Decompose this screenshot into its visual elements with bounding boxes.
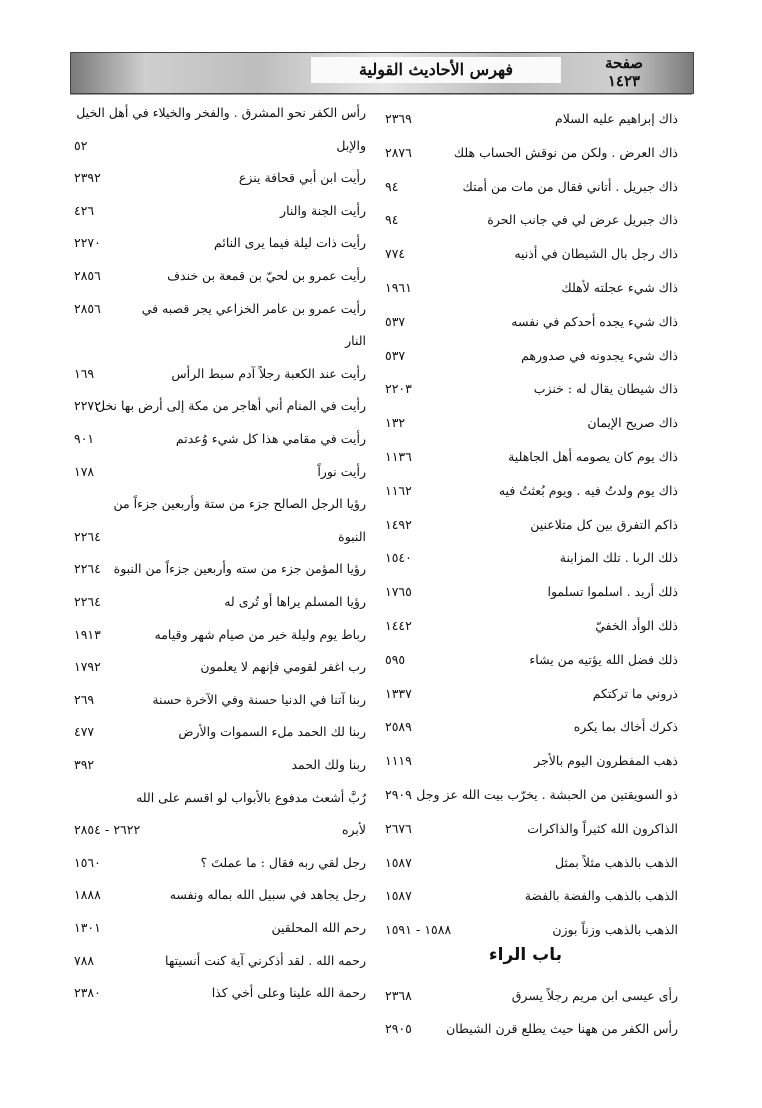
entry-page: ٢٣٨٠ xyxy=(74,985,101,1001)
entry-text: ذلك الربا . تلك المزابنة xyxy=(559,550,678,566)
entry-text: رأيت عمرو بن عامر الخزاعي يجر قصبه في xyxy=(141,300,366,316)
entry-page: ١٣٣٧ xyxy=(385,685,412,701)
index-entry xyxy=(0,787,762,809)
entry-text: رؤيا الرجل الصالح جزء من ستة وأربعين جزءاً من xyxy=(113,496,366,512)
entry-text: الذهب بالذهب مثلاً بمثل xyxy=(554,854,678,870)
entry-text: ربنا ولك الحمد xyxy=(291,757,366,772)
entry-page: ٥٩٥ xyxy=(385,651,406,667)
index-entry xyxy=(0,591,762,613)
entry-text: رباط يوم وليلة خير من صيام شهر وقيامه xyxy=(154,626,366,642)
entry-page: ٢٣٩٢ xyxy=(74,170,101,186)
entry-text: ذاك يوم كان يصومه أهل الجاهلية xyxy=(508,449,678,464)
entry-text: ذاك شيطان يقال له : خنزب xyxy=(533,381,678,397)
entry-page: ٢٩٠٥ xyxy=(385,1021,412,1036)
entry-page: ٥٣٧ xyxy=(385,313,406,329)
index-entry xyxy=(0,624,762,646)
entry-text: رأيت ابن أبي قحافة ينزع xyxy=(238,170,366,186)
entry-page: ١٨٨٨ xyxy=(74,887,101,903)
entry-text: رأس الكفر من ههنا حيث يطلع قرن الشيطان xyxy=(446,1021,678,1036)
entry-page: ٥٣٧ xyxy=(385,347,406,363)
entry-text: ذاكم التفرق بين كل متلاعنين xyxy=(530,516,678,532)
entry-page: ١١٣٦ xyxy=(385,449,412,464)
entry-text: ربنا لك الحمد ملء السموات والأرض xyxy=(178,724,366,740)
entry-text: ذاك رجل بال الشيطان في أذنيه xyxy=(514,246,678,262)
entry-page: ٢٥٨٩ xyxy=(385,719,412,735)
entry-page: ٢٢٠٣ xyxy=(385,381,412,397)
index-entry xyxy=(0,298,762,320)
entry-page: ٢٣٦٨ xyxy=(385,988,412,1003)
entry-page: ٧٨٨ xyxy=(74,952,95,968)
index-entry xyxy=(0,558,762,580)
entry-text: رب اغفر لقومي فإنهم لا يعلمون xyxy=(200,659,366,675)
entry-text: ذلك فضل الله يؤتيه من يشاء xyxy=(529,651,678,667)
entry-text: رأيت ذات ليلة فيما يرى النائم xyxy=(214,235,366,251)
entry-page: ١٥٨٧ xyxy=(385,888,412,904)
index-entry xyxy=(0,689,762,711)
entry-text: رأيت الجنة والنار xyxy=(280,202,366,218)
page-title: فهرس الأحاديث القولية xyxy=(311,57,561,83)
entry-page: ١٣٠١ xyxy=(74,920,101,935)
entry-text: ذلك أريد . اسلموا تسلموا xyxy=(547,584,678,600)
entry-text: رأيت في المنام أني أهاجر من مكة إلى أرض بها نخل xyxy=(96,398,366,414)
index-entry xyxy=(0,526,762,548)
entry-page: ١١٦٢ xyxy=(385,482,412,498)
index-entry xyxy=(0,819,762,841)
index-entry xyxy=(0,363,762,385)
entry-text: ذهب المفطرون اليوم بالأجر xyxy=(534,753,678,769)
entry-text: رؤيا المؤمن جزء من سته وأربعين جزءاً من النبوة xyxy=(113,561,366,577)
entry-page: ٢٨٧٦ xyxy=(385,144,412,160)
entry-text: ذروني ما تركتكم xyxy=(592,685,678,701)
entry-text: رأيت عند الكعبة رجلاً آدم سبط الرأس xyxy=(171,365,366,381)
entry-page: ٩٠١ xyxy=(74,431,95,446)
entry-page: ٢٦٢٢ - ٢٨٥٤ xyxy=(74,822,141,838)
entry-text: ذاك شيء يجده أحدكم في نفسه xyxy=(511,313,678,329)
entry-text: النار xyxy=(345,333,366,349)
entry-page: ١٥٨٨ - ١٥٩١ xyxy=(385,922,452,938)
entry-text: رؤيا المسلم يراها أو تُرى له xyxy=(224,594,366,609)
entry-page: ٢٨٥٦ xyxy=(74,300,101,316)
index-entry xyxy=(0,721,762,743)
page-label: صفحة xyxy=(604,54,644,72)
entry-page: ٢٢٧٢ xyxy=(74,398,101,414)
entry-page: ١٧٨ xyxy=(74,463,95,479)
index-entry xyxy=(0,917,762,939)
index-entry xyxy=(0,950,762,972)
section-title: باب الراء xyxy=(488,945,562,965)
entry-page: ٥٢ xyxy=(74,137,88,153)
entry-page: ٧٧٤ xyxy=(385,246,406,262)
entry-page: ٩٤ xyxy=(385,178,399,194)
entry-text: والإبل xyxy=(336,137,366,153)
entry-page: ١٧٩٢ xyxy=(74,659,101,675)
index-entry xyxy=(0,852,762,874)
entry-text: ذاك صريح الإيمان xyxy=(587,415,678,431)
header-divider xyxy=(70,94,692,95)
entry-text: لأبره xyxy=(341,822,366,838)
entry-page: ١٩٦١ xyxy=(385,280,412,295)
entry-page: ٤٧٧ xyxy=(74,724,95,740)
index-entry xyxy=(0,982,762,1004)
entry-text: ذاك شيء عجلته لأهلك xyxy=(561,280,678,295)
entry-text: ذاك جبريل عرض لي في جانب الحرة xyxy=(487,212,678,228)
entry-page: ٢٨٥٦ xyxy=(74,268,101,283)
index-entry xyxy=(0,395,762,417)
entry-text: رحمه الله . لقد أذكرني آية كنت أنسيتها xyxy=(165,952,366,968)
entry-text: ذو السويقتين من الحبشة . يخرّب بيت الله عز وجل xyxy=(416,787,678,802)
index-entry xyxy=(0,167,762,189)
index-entry xyxy=(0,493,762,515)
entry-page: ٢٦٩ xyxy=(74,691,95,707)
entry-page: ٢٢٦٤ xyxy=(74,528,101,544)
index-entry xyxy=(0,232,762,254)
entry-text: ذاك جبريل . أتاني فقال من مات من أمتك xyxy=(462,178,678,194)
entry-page: ١٤٤٢ xyxy=(385,618,412,633)
entry-page: ٩٤ xyxy=(385,212,399,228)
entry-text: ربنا آتنا في الدنيا حسنة وفي الآخرة حسنة xyxy=(152,691,366,707)
index-entry xyxy=(0,265,762,287)
entry-text: رُبَّ أشعث مدفوع بالأبواب لو اقسم على الله xyxy=(136,789,366,805)
entry-text: ذكرك أخاك بما يكره xyxy=(573,719,678,735)
entry-text: ذاك العرض . ولكن من نوقش الحساب هلك xyxy=(453,144,678,160)
index-entry xyxy=(0,135,762,157)
entry-text: الذهب بالذهب والفضة بالفضة xyxy=(524,888,678,904)
entry-page: ٢٦٧٦ xyxy=(385,820,412,836)
entry-page: ١١١٩ xyxy=(385,753,412,769)
entry-page: ٢٢٧٠ xyxy=(74,235,101,251)
index-entry xyxy=(0,102,762,124)
entry-text: ذاك شيء يجدونه في صدورهم xyxy=(521,347,678,363)
index-entry xyxy=(0,656,762,678)
entry-page: ١٤٩٢ xyxy=(385,516,412,532)
entry-text: رأى عيسى ابن مريم رجلاً يسرق xyxy=(511,988,678,1003)
entry-text: رحمة الله علينا وعلى أخي كذا xyxy=(211,985,366,1001)
index-entry xyxy=(0,200,762,222)
entry-text: الذاكرون الله كثيراً والذاكرات xyxy=(527,820,678,836)
entry-page: ٣٩٢ xyxy=(74,757,95,772)
index-entry xyxy=(0,428,762,450)
entry-page: ١٥٦٠ xyxy=(74,854,101,870)
entry-page: ٤٢٦ xyxy=(74,202,95,218)
entry-page: ٢٢٦٤ xyxy=(74,594,101,609)
index-entry xyxy=(0,884,762,906)
entry-page: ١٣٢ xyxy=(385,415,406,431)
entry-text: النبوة xyxy=(338,528,366,544)
index-entry xyxy=(0,1018,762,1040)
entry-page: ٢٢٦٤ xyxy=(74,561,101,577)
entry-page: ١٧٦٥ xyxy=(385,584,412,600)
entry-text: رأيت عمرو بن لحيّ بن قمعة بن خندف xyxy=(167,268,366,283)
entry-text: رأيت في مقامي هذا كل شيء وُعدتم xyxy=(175,431,366,446)
entry-text: رحم الله المحلقين xyxy=(271,920,366,935)
page-header xyxy=(70,52,694,94)
entry-text: ذاك إبراهيم عليه السلام xyxy=(555,111,678,126)
entry-text: رجل لقي ربه فقال : ما عملتَ ؟ xyxy=(200,854,366,870)
index-entry xyxy=(0,461,762,483)
entry-page: ٢٣٦٩ xyxy=(385,111,412,126)
entry-text: رجل يجاهد في سبيل الله بماله ونفسه xyxy=(169,887,366,903)
page-number: ١٤٢٣ xyxy=(607,72,641,90)
entry-text: ذاك يوم ولدتُ فيه . ويوم بُعثتُ فيه xyxy=(498,482,678,498)
entry-text: الذهب بالذهب وزناً بوزن xyxy=(552,922,678,938)
entry-page: ١٥٨٧ xyxy=(385,854,412,870)
entry-text: ذلك الوأد الخفيّ xyxy=(595,618,678,633)
entry-page: ١٩١٣ xyxy=(74,626,101,642)
entry-text: رأس الكفر نحو المشرق . والفخر والخيلاء في أهل الخيل xyxy=(76,105,366,120)
index-entry xyxy=(0,754,762,776)
entry-page: ٢٩٠٩ xyxy=(385,787,412,802)
entry-page: ١٦٩ xyxy=(74,365,95,381)
entry-text: رأيت نوراً xyxy=(317,463,366,479)
entry-page: ١٥٤٠ xyxy=(385,550,412,566)
index-entry xyxy=(0,330,762,352)
